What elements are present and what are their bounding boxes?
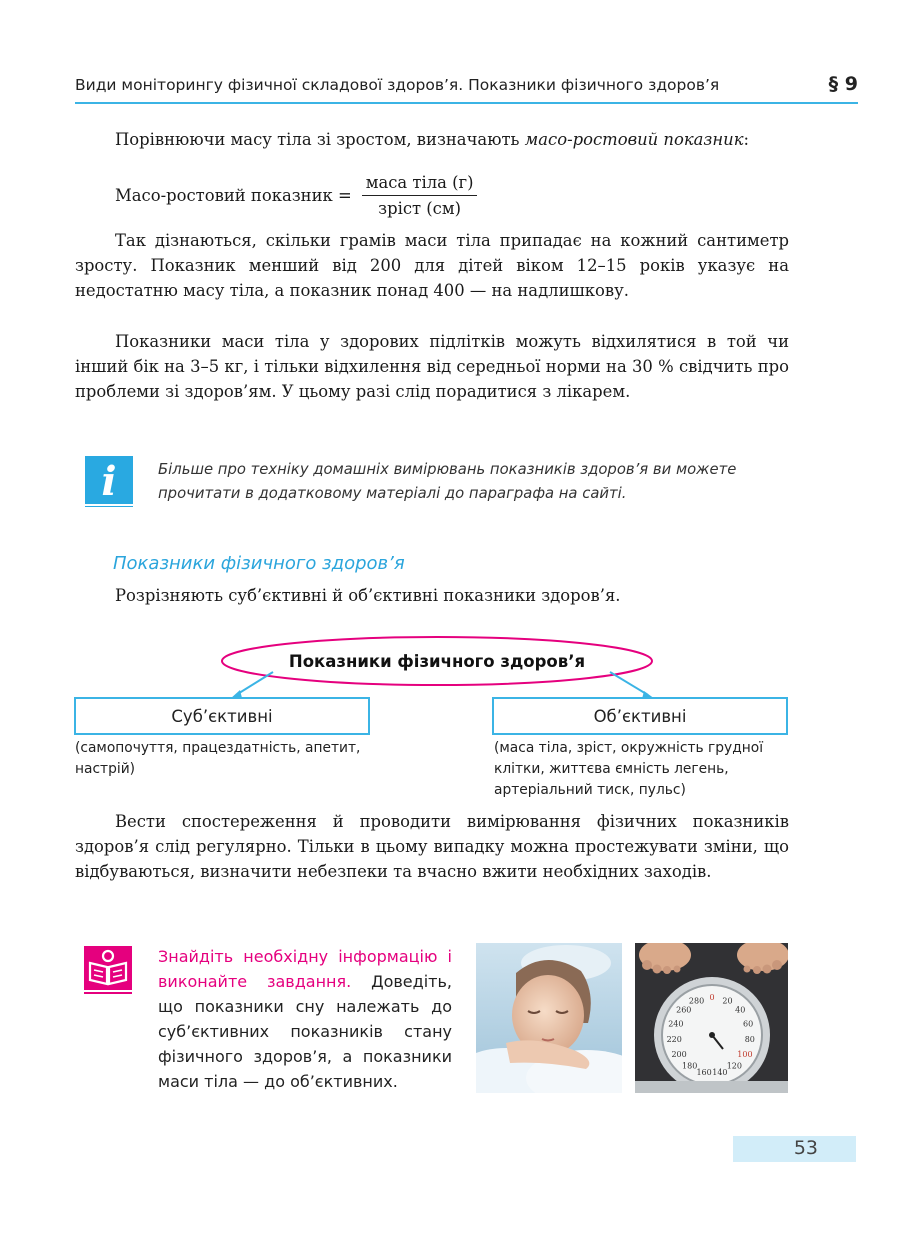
section-heading: Показники фізичного здоров’я <box>113 553 405 574</box>
objective-examples: (маса тіла, зріст, окружність грудної клітки, життєва ємність легень, артеріальний тиск, пульс) <box>494 740 764 798</box>
scale-dial-label: 140 <box>712 1068 728 1078</box>
info-icon-glyph: i <box>101 459 117 501</box>
paragraph-number: § 9 <box>828 73 858 95</box>
subjective-box: Суб’єктивні <box>74 697 370 735</box>
paragraph-weight-deviation: Показники маси тіла у здорових підлітків можуть відхилятися в той чи інший бік на 3–5 кг, і тільки відхилення від середньої норми на 30 % свідчить про проблеми зі здоров’ям. У цьому разі слід порадитися з лікарем. <box>75 332 789 401</box>
bathroom-scale-photo <box>635 943 788 1093</box>
scale-dial-label: 20 <box>722 996 733 1006</box>
scale-dial-label: 260 <box>676 1005 692 1015</box>
sleeping-person-photo <box>476 943 622 1093</box>
formula-label: Масо-ростовий показник = <box>115 185 352 205</box>
page-number: 53 <box>793 1137 818 1159</box>
task-icon-underline <box>84 992 132 994</box>
formula-denominator: зріст (см) <box>378 198 462 218</box>
subjective-examples: (самопочуття, працездатність, апетит, настрій) <box>75 740 361 777</box>
scale-dial-label: 280 <box>688 996 705 1006</box>
scale-dial-label: 60 <box>743 1019 754 1029</box>
paragraph-tail: : <box>743 130 750 149</box>
section-intro: Розрізняють суб’єктивні й об’єктивні показники здоров’я. <box>115 586 621 605</box>
scale-dial-label: 180 <box>682 1061 698 1071</box>
scale-dial-label: 240 <box>668 1019 684 1029</box>
diagram-root-label: Показники фізичного здоров’я <box>288 651 586 671</box>
info-icon-underline <box>85 502 133 504</box>
objective-box: Об’єктивні <box>492 697 788 735</box>
paragraph-text: Порівнюючи масу тіла зі зростом, визначають <box>115 130 525 149</box>
scale-dial-label: 80 <box>744 1034 755 1044</box>
term-mass-height-index: масо-ростовий показник <box>524 130 744 149</box>
scale-dial-label: 160 <box>696 1068 712 1078</box>
scale-dial-label: 120 <box>726 1061 742 1071</box>
running-header <box>75 72 858 104</box>
scale-dial-label: 40 <box>735 1005 746 1015</box>
scale-dial-label: 220 <box>666 1034 682 1044</box>
info-note: Більше про техніку домашніх вимірювань показників здоров’я ви можете прочитати в додатковому матеріалі до параграфа на сайті. <box>158 461 737 502</box>
paragraph-monitoring: Вести спостереження й проводити вимірювання фізичних показників здоров’я слід регулярно. Тільки в цьому випадку можна простежувати зміни, що відбуваються, визначити небезпеки та вчасно вжити необхідних заходів. <box>75 812 789 881</box>
task-text <box>158 944 452 1094</box>
scale-dial-label: 100 <box>737 1050 753 1059</box>
task-instruction: Знайдіть необхідну інформацію і виконайте завдання. <box>158 947 452 991</box>
paragraph-index-meaning: Так дізнаються, скільки грамів маси тіла припадає на кожний сантиметр зросту. Показник менший від 200 для дітей віком 12–15 років указує на недостатню масу тіла, а показник понад 400 — на надлишкову. <box>75 231 789 300</box>
paragraph-bmi-intro <box>75 127 789 152</box>
header-title: Види моніторингу фізичної складової здоров’я. Показники фізичного здоров’я <box>75 76 720 94</box>
formula-fraction <box>362 173 478 218</box>
mass-height-formula <box>115 168 477 222</box>
task-body: Доведіть, що показники сну належать до суб’єктивних показників стану фізичного здоров’я, а показники маси тіла — до об’єктивних. <box>158 972 452 1091</box>
scale-dial-label: 200 <box>671 1050 687 1059</box>
reading-book-icon <box>84 946 132 990</box>
formula-numerator: маса тіла (г) <box>362 173 478 196</box>
scale-dial-label: 0 <box>709 993 715 1002</box>
